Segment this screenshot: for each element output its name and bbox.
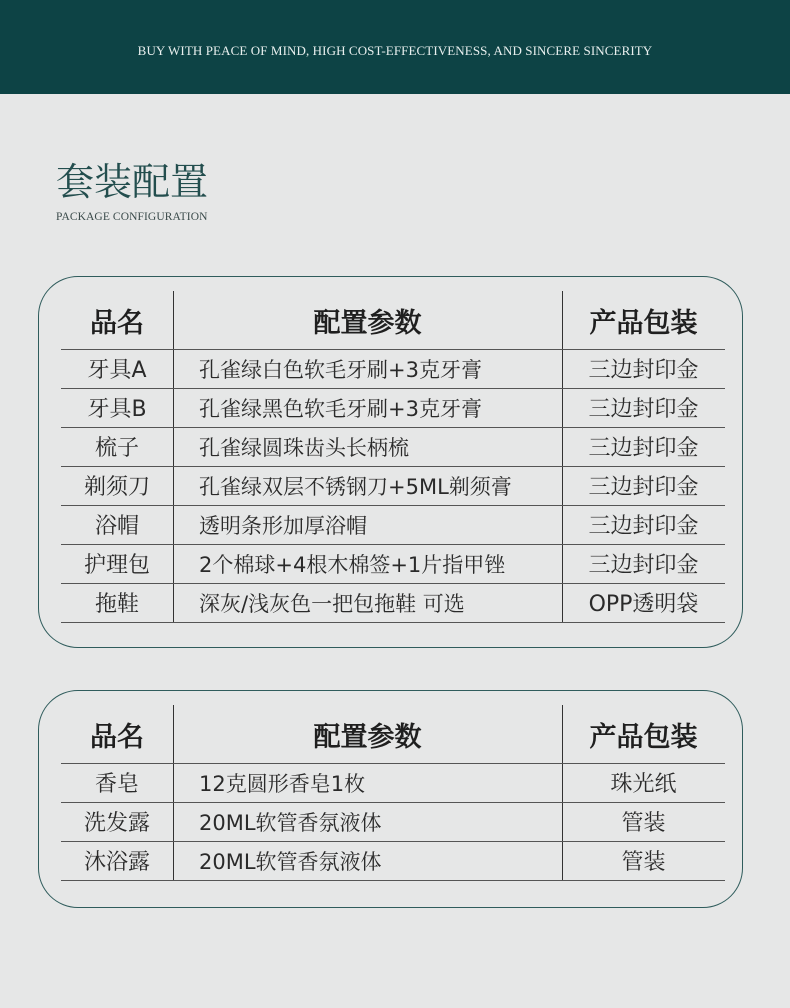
packaging-cell: 三边封印金 bbox=[588, 358, 699, 383]
config-cell: 孔雀绿黑色软毛牙刷+3克牙膏 bbox=[199, 396, 482, 421]
column-divider bbox=[562, 291, 563, 622]
table-row bbox=[61, 544, 725, 583]
table-row bbox=[61, 466, 725, 505]
row-divider bbox=[61, 622, 725, 623]
table-row bbox=[61, 802, 725, 841]
table-header-row bbox=[61, 705, 725, 763]
item-name-cell: 牙具B bbox=[87, 397, 147, 422]
row-divider bbox=[61, 505, 725, 506]
row-divider bbox=[61, 388, 725, 389]
packaging-cell: 三边封印金 bbox=[588, 553, 699, 578]
config-cell: 2个棉球+4根木棉签+1片指甲锉 bbox=[199, 552, 506, 577]
column-divider bbox=[173, 705, 174, 880]
packaging-cell: 三边封印金 bbox=[588, 436, 699, 461]
config-cell: 孔雀绿圆珠齿头长柄梳 bbox=[199, 435, 409, 460]
table-row bbox=[61, 388, 725, 427]
item-name-cell: 浴帽 bbox=[94, 514, 139, 539]
package-table-2 bbox=[61, 705, 725, 880]
table-row bbox=[61, 349, 725, 388]
column-header: 品名 bbox=[90, 307, 144, 339]
package-table-1 bbox=[61, 291, 725, 622]
config-cell: 孔雀绿白色软毛牙刷+3克牙膏 bbox=[199, 357, 482, 382]
table-row bbox=[61, 763, 725, 802]
packaging-cell: 珠光纸 bbox=[610, 772, 677, 797]
item-name-cell: 沐浴露 bbox=[83, 850, 150, 875]
item-name-cell: 剃须刀 bbox=[83, 475, 150, 500]
row-divider bbox=[61, 802, 725, 803]
config-cell: 12克圆形香皂1枚 bbox=[199, 771, 366, 796]
config-cell: 深灰/浅灰色一把包拖鞋 可选 bbox=[199, 591, 465, 616]
row-divider bbox=[61, 880, 725, 881]
section-subtitle: PACKAGE CONFIGURATION bbox=[56, 211, 208, 223]
item-name-cell: 洗发露 bbox=[83, 811, 150, 836]
package-table-panel-2 bbox=[38, 690, 743, 908]
packaging-cell: 管装 bbox=[621, 811, 666, 836]
row-divider bbox=[61, 466, 725, 467]
config-cell: 20ML软管香氛液体 bbox=[199, 849, 382, 874]
packaging-cell: 三边封印金 bbox=[588, 475, 699, 500]
item-name-cell: 牙具A bbox=[87, 358, 147, 383]
column-header: 配置参数 bbox=[313, 307, 422, 339]
item-name-cell: 拖鞋 bbox=[94, 592, 139, 617]
table-header-row bbox=[61, 291, 725, 349]
packaging-cell: 管装 bbox=[621, 850, 666, 875]
section-title: 套装配置 bbox=[56, 160, 209, 204]
config-cell: 孔雀绿双层不锈钢刀+5ML剃须膏 bbox=[199, 474, 512, 499]
row-divider bbox=[61, 583, 725, 584]
column-header: 产品包装 bbox=[589, 721, 698, 753]
row-divider bbox=[61, 427, 725, 428]
column-header: 配置参数 bbox=[313, 721, 422, 753]
item-name-cell: 香皂 bbox=[94, 772, 139, 797]
packaging-cell: OPP透明袋 bbox=[588, 592, 699, 617]
item-name-cell: 护理包 bbox=[83, 553, 150, 578]
row-divider bbox=[61, 349, 725, 350]
config-cell: 透明条形加厚浴帽 bbox=[199, 513, 367, 538]
row-divider bbox=[61, 841, 725, 842]
item-name-cell: 梳子 bbox=[94, 436, 139, 461]
row-divider bbox=[61, 544, 725, 545]
column-header: 产品包装 bbox=[589, 307, 698, 339]
column-divider bbox=[562, 705, 563, 880]
packaging-cell: 三边封印金 bbox=[588, 397, 699, 422]
table-row bbox=[61, 427, 725, 466]
column-header: 品名 bbox=[90, 721, 144, 753]
packaging-cell: 三边封印金 bbox=[588, 514, 699, 539]
table-row bbox=[61, 583, 725, 622]
config-cell: 20ML软管香氛液体 bbox=[199, 810, 382, 835]
banner-slogan: BUY WITH PEACE OF MIND, HIGH COST-EFFECTIVENESS, AND SINCERE SINCERITY bbox=[137, 43, 653, 58]
row-divider bbox=[61, 763, 725, 764]
top-banner bbox=[0, 0, 790, 94]
table-row bbox=[61, 841, 725, 880]
package-table-panel-1 bbox=[38, 276, 743, 648]
table-row bbox=[61, 505, 725, 544]
column-divider bbox=[173, 291, 174, 622]
